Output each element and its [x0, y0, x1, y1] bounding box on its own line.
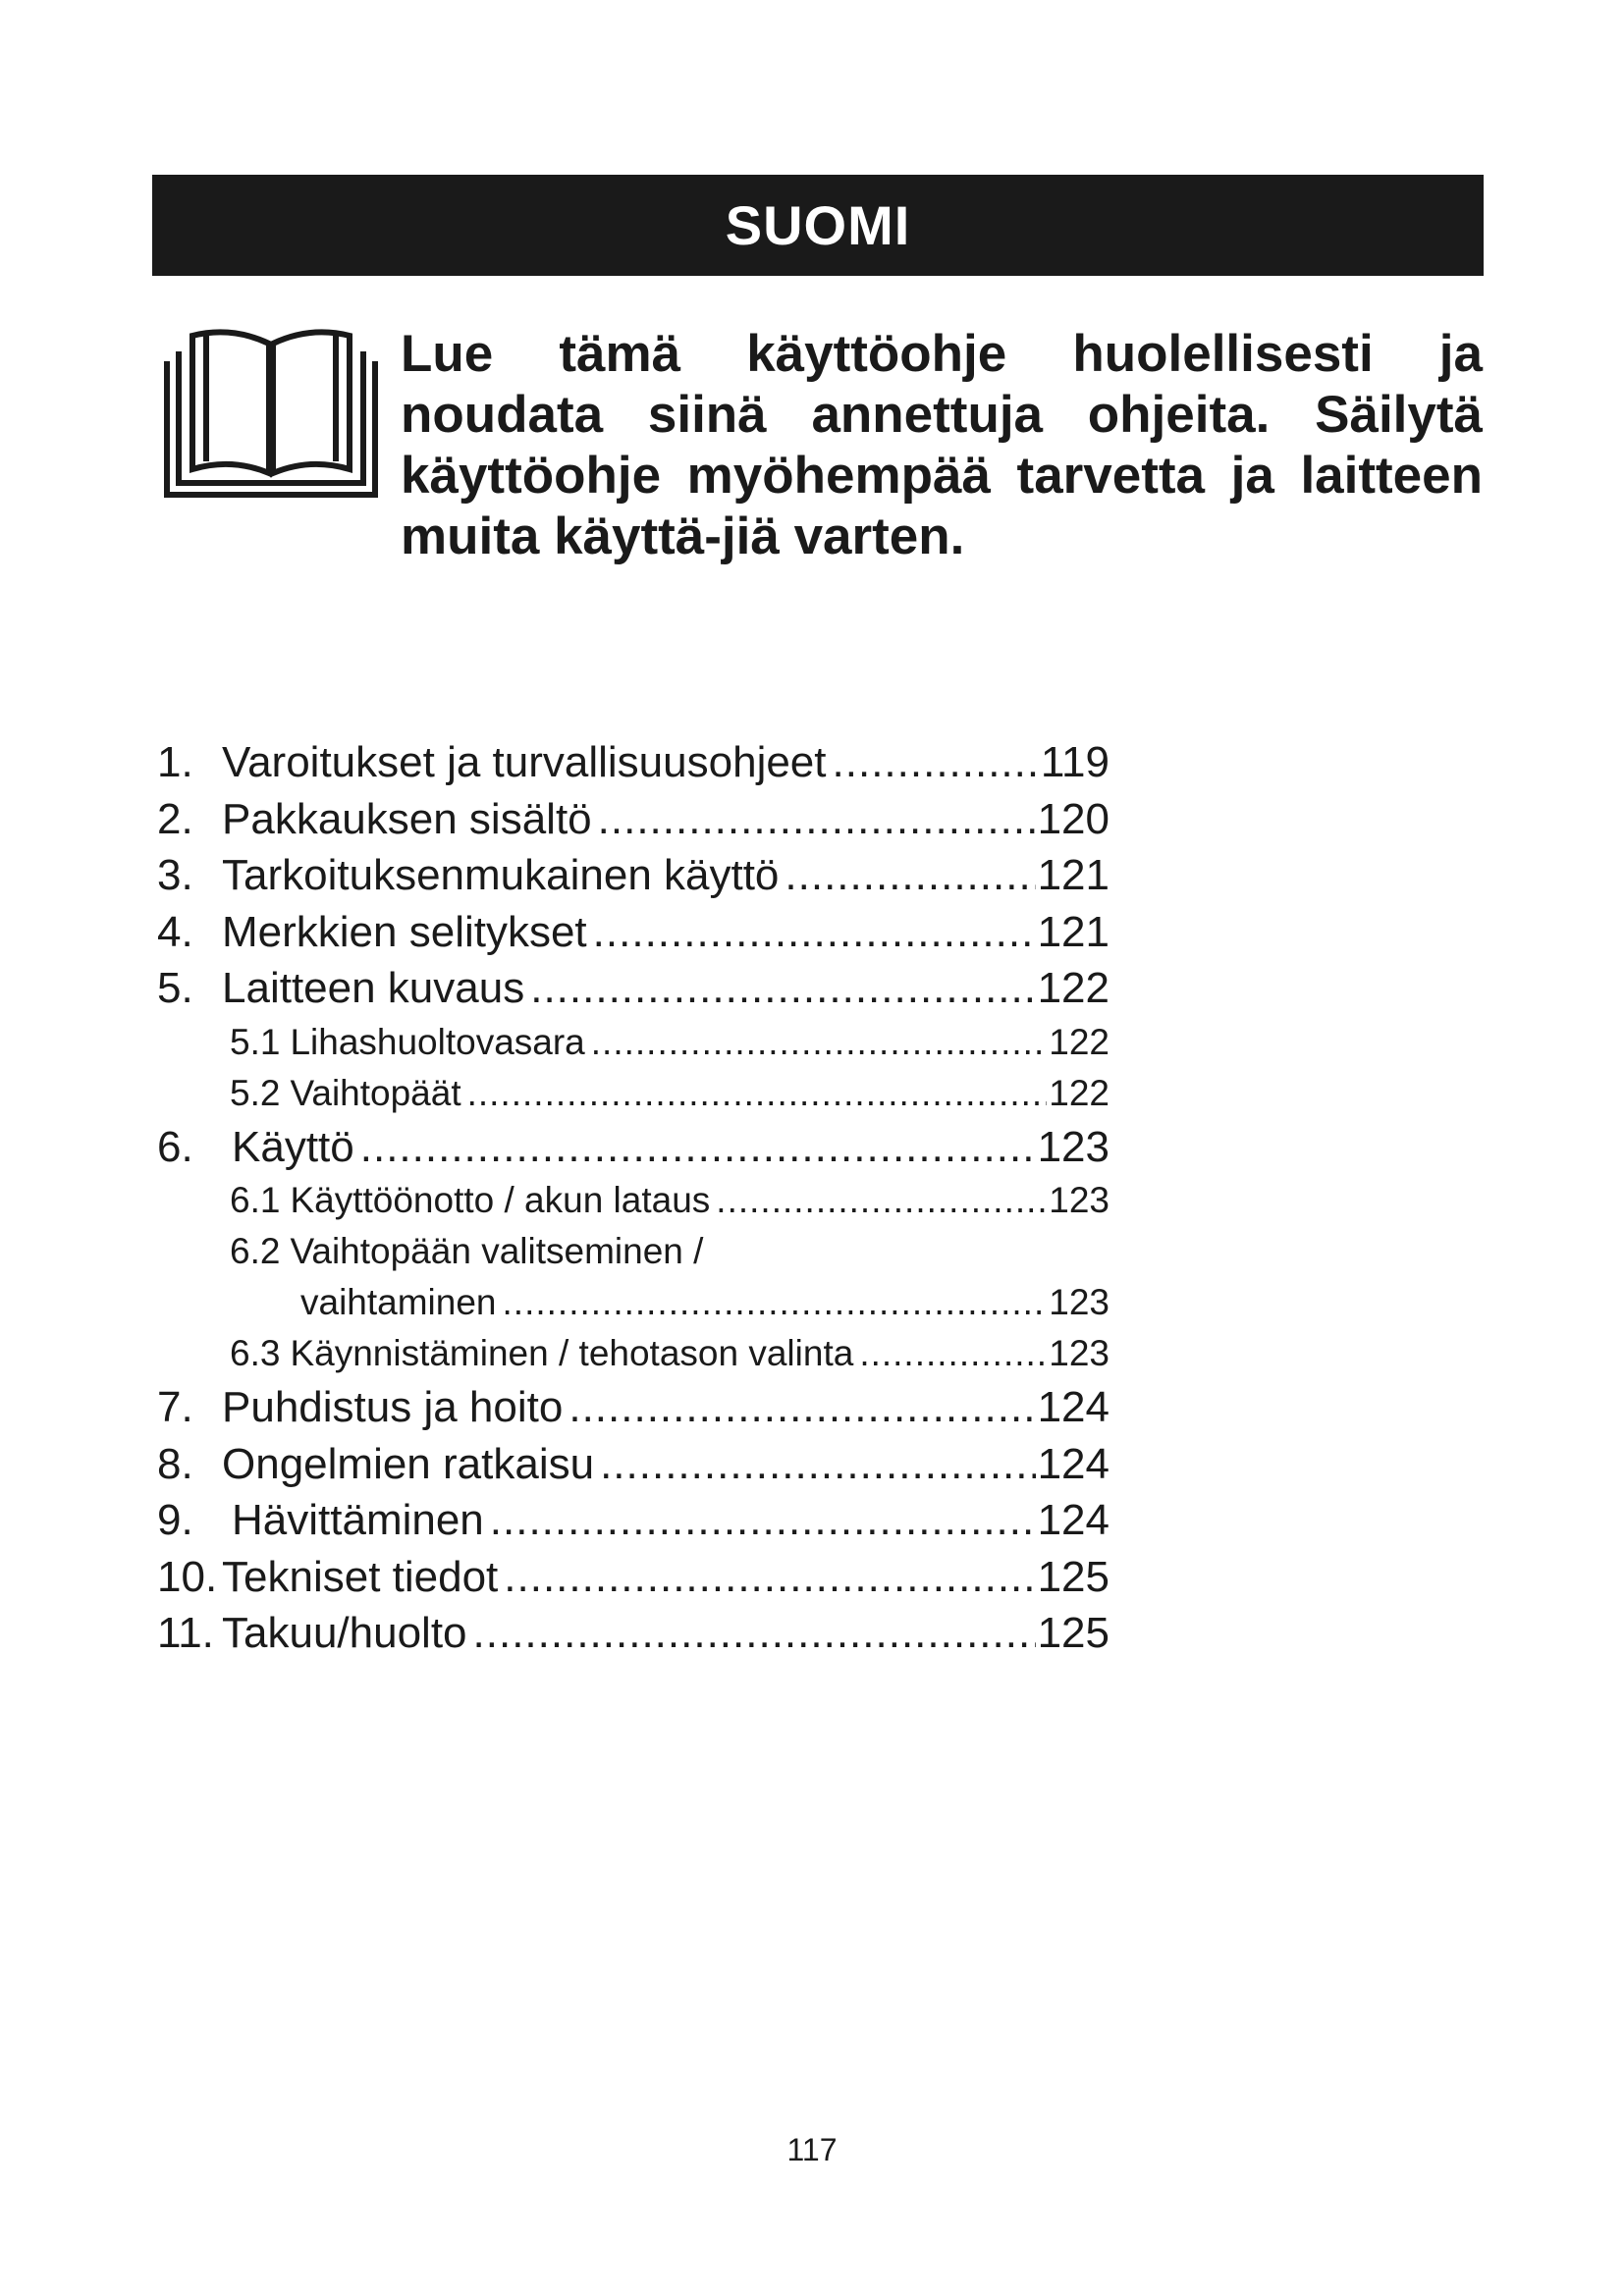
toc-page-number: 121	[1037, 851, 1110, 899]
toc-leader-dots	[859, 1328, 1047, 1379]
toc-page-number: 120	[1037, 794, 1110, 843]
toc-title: Hävittäminen	[232, 1496, 484, 1544]
toc-entry-6-2-continued[interactable]	[157, 1277, 1110, 1328]
toc-entry-6-1[interactable]	[157, 1175, 1110, 1226]
toc-entry-6-3[interactable]	[157, 1328, 1110, 1379]
toc-leader-dots	[473, 1605, 1036, 1662]
toc-number: 8.	[157, 1439, 193, 1488]
toc-title: Varoitukset ja turvallisuusohjeet	[222, 738, 827, 786]
toc-leader-dots	[467, 1068, 1048, 1119]
toc-leader-dots	[591, 1017, 1048, 1068]
toc-entry-9[interactable]	[157, 1492, 1110, 1549]
toc-page-number: 124	[1037, 1439, 1110, 1488]
toc-number: 6.	[157, 1122, 193, 1171]
toc-page-number: 119	[1040, 738, 1110, 786]
toc-title: Pakkauksen sisältö	[222, 794, 592, 843]
open-book-icon	[163, 322, 379, 499]
toc-page-number: 123	[1049, 1333, 1110, 1373]
toc-title: vaihtaminen	[300, 1282, 497, 1322]
toc-entry-5[interactable]	[157, 960, 1110, 1017]
toc-leader-dots	[598, 791, 1036, 848]
toc-title: Lihashuoltovasara	[290, 1021, 585, 1062]
toc-entry-10[interactable]	[157, 1549, 1110, 1606]
toc-title: Käyttö	[232, 1122, 354, 1171]
toc-title: Vaihtopäät	[290, 1072, 461, 1113]
toc-number: 3.	[157, 851, 193, 899]
toc-title: Laitteen kuvaus	[222, 964, 525, 1012]
toc-page-number: 123	[1049, 1282, 1110, 1322]
toc-entry-6-2[interactable]	[157, 1226, 1110, 1277]
toc-number: 11.	[157, 1609, 214, 1657]
toc-title: Puhdistus ja hoito	[222, 1383, 564, 1431]
toc-number: 2.	[157, 794, 193, 843]
table-of-contents	[157, 734, 1110, 1662]
toc-page-number: 123	[1049, 1180, 1110, 1220]
toc-entry-5-1[interactable]	[157, 1017, 1110, 1068]
toc-leader-dots	[530, 960, 1035, 1017]
toc-title: Käyttöönotto / akun lataus	[290, 1180, 711, 1220]
toc-entry-7[interactable]	[157, 1379, 1110, 1436]
toc-number: 4.	[157, 907, 193, 956]
toc-title: Ongelmien ratkaisu	[222, 1439, 595, 1488]
toc-leader-dots	[716, 1175, 1047, 1226]
intro-instruction-text: Lue tämä käyttöohje huolellisesti ja noudata siinä annettuja ohjeita. Säilytä käyttöohje myöhempää tarvetta ja laitteen muita käyttä-jiä varten.	[401, 325, 1483, 565]
toc-number: 5.2	[230, 1072, 281, 1113]
toc-number: 5.1	[230, 1021, 281, 1062]
toc-entry-2[interactable]	[157, 791, 1110, 848]
toc-page-number: 125	[1037, 1552, 1110, 1601]
toc-title: Takuu/huolto	[222, 1609, 467, 1657]
toc-title: Vaihtopään valitseminen /	[290, 1231, 704, 1271]
toc-page-number: 122	[1049, 1021, 1110, 1062]
page-number: 117	[786, 2132, 838, 2167]
toc-title: Tarkoituksenmukainen käyttö	[222, 851, 780, 899]
toc-page-number: 122	[1049, 1072, 1110, 1113]
toc-leader-dots	[504, 1549, 1035, 1606]
toc-page-number: 124	[1037, 1496, 1110, 1544]
toc-entry-6[interactable]	[157, 1119, 1110, 1176]
toc-title: Käynnistäminen / tehotason valinta	[290, 1333, 854, 1373]
toc-number: 1.	[157, 738, 193, 786]
toc-number: 9.	[157, 1496, 193, 1544]
toc-entry-5-2[interactable]	[157, 1068, 1110, 1119]
toc-leader-dots	[600, 1436, 1036, 1493]
language-header-bar	[152, 175, 1484, 276]
toc-leader-dots	[503, 1277, 1048, 1328]
toc-entry-1[interactable]	[157, 734, 1110, 791]
toc-leader-dots	[785, 847, 1035, 904]
toc-number: 5.	[157, 964, 193, 1012]
toc-page-number: 125	[1037, 1609, 1110, 1657]
toc-number: 6.3	[230, 1333, 281, 1373]
toc-page-number: 123	[1037, 1122, 1110, 1171]
toc-number: 10.	[157, 1552, 218, 1601]
toc-leader-dots	[360, 1119, 1036, 1176]
toc-title: Merkkien selitykset	[222, 907, 587, 956]
toc-leader-dots	[593, 904, 1036, 961]
toc-page-number: 124	[1037, 1383, 1110, 1431]
toc-leader-dots	[568, 1379, 1035, 1436]
toc-leader-dots	[833, 734, 1039, 791]
toc-entry-8[interactable]	[157, 1436, 1110, 1493]
toc-leader-dots	[490, 1492, 1036, 1549]
toc-page-number: 121	[1037, 907, 1110, 956]
toc-number: 7.	[157, 1383, 193, 1431]
language-title: SUOMI	[725, 194, 911, 256]
toc-entry-4[interactable]	[157, 904, 1110, 961]
toc-title: Tekniset tiedot	[222, 1552, 499, 1601]
toc-page-number: 122	[1037, 964, 1110, 1012]
toc-number: 6.1	[230, 1180, 281, 1220]
toc-entry-3[interactable]	[157, 847, 1110, 904]
toc-number: 6.2	[230, 1231, 281, 1271]
toc-entry-11[interactable]	[157, 1605, 1110, 1662]
